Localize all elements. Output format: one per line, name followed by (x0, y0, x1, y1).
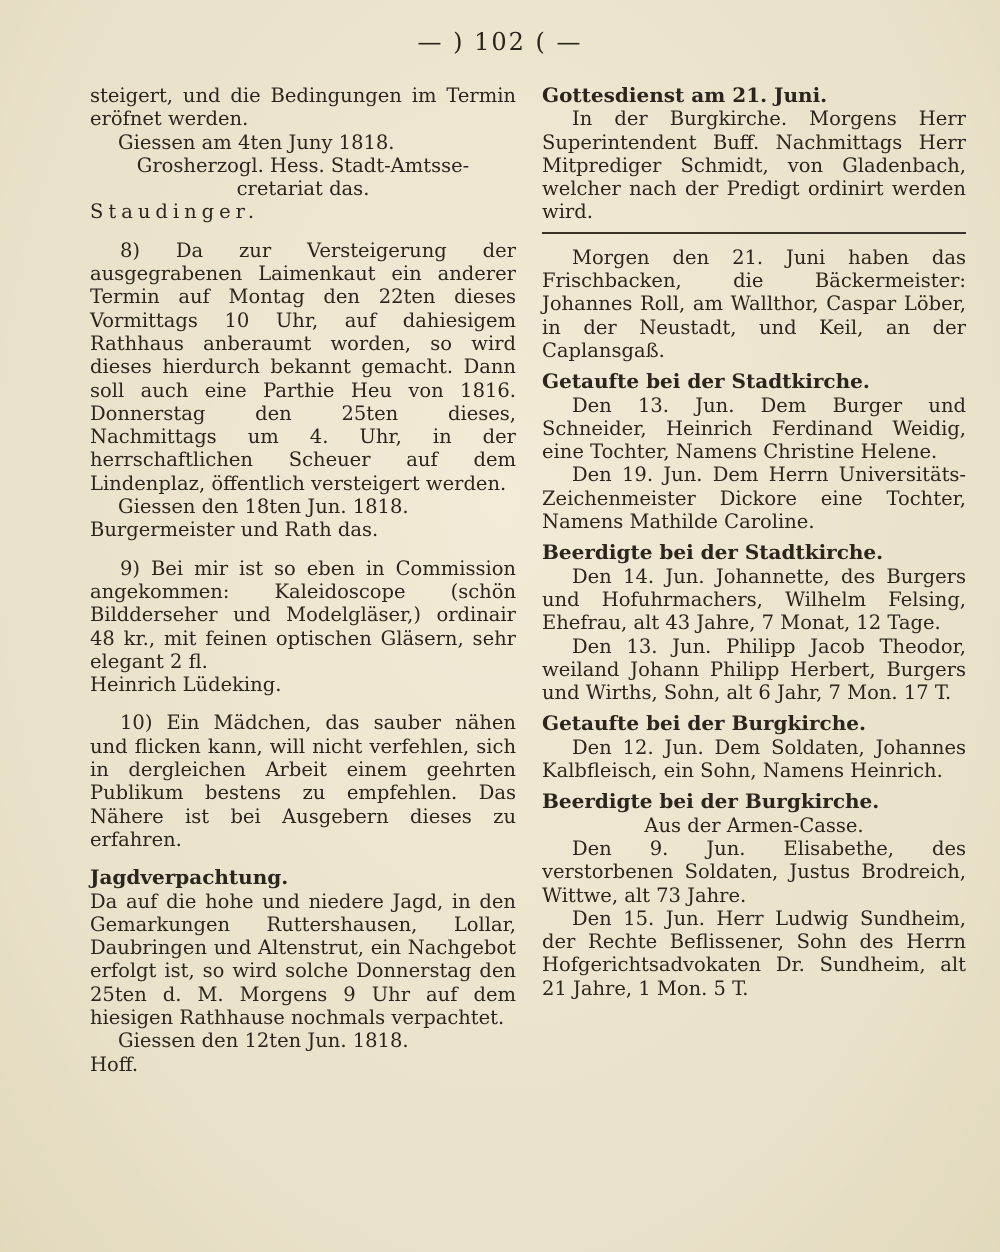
left-column (90, 84, 516, 1076)
burial-entry: Den 13. Jun. Philipp Jacob Theodor, weiland Johann Philipp Herbert, Burgers und Wirths, Sohn, alt 6 Jahr, 7 Mon. 17 T. (542, 634, 966, 705)
baptism-entry: Den 13. Jun. Dem Burger und Schneider, Heinrich Ferdinand Weidig, eine Tochter, Namens Christine Helene. (542, 393, 966, 464)
burials-castle-church-heading: Beerdigte bei der Burgkirche. (542, 789, 880, 814)
notice-10-text: 10) Ein Mädchen, das sauber nähen und flicken kann, will nicht verfehlen, sich in dergleichen Arbeit einem geehrten Publikum bestens zu empfehlen. Das Nähere ist bei Ausgebern dieses zu erfahren. (90, 711, 516, 851)
intro-date: Giessen am 4ten Juny 1818. (118, 130, 395, 154)
notice-9-text: 9) Bei mir ist so eben in Commission angekommen: Kaleidoscope (schön Bildderseher und Modelgläser,) ordinair 48 kr., mit feinen optischen Gläsern, sehr elegant 2 fl. (90, 556, 516, 673)
burial-entry: Den 9. Jun. Elisabethe, des verstorbenen Soldaten, Justus Brodreich, Wittwe, alt 73 Jahre. (542, 836, 966, 907)
baptism-entry: Den 19. Jun. Dem Herrn Universitäts-Zeichenmeister Dickore eine Tochter, Namens Mathilde Caroline. (542, 463, 966, 534)
intro-signature-name: Staudinger. (90, 200, 260, 224)
baptisms-castle-church-heading: Getaufte bei der Burgkirche. (542, 711, 866, 736)
hunting-lease-text: Da auf die hohe und niedere Jagd, in den Gemarkungen Ruttershausen, Lollar, Daubringen und Altenstrut, ein Nachgebot erfolgt ist, so wird solche Donnerstag den 25ten d. M. Morgens 9 Uhr auf dem hiesigen Rathhause nochmals verpachtet. (90, 889, 516, 1029)
intro-paragraph: steigert, und die Bedingungen im Termin eröfnet werden. (90, 84, 516, 131)
page-number-header: — ) 102 ( — (417, 28, 583, 56)
church-service-text: In der Burgkirche. Morgens Herr Superintendent Buff. Nachmittags Herr Mitprediger Schmidt, von Gladenbach, welcher nach der Predigt ordinirt werden wird. (542, 107, 966, 224)
burial-entry: Den 15. Jun. Herr Ludwig Sundheim, der Rechte Beflissener, Sohn des Herrn Hofgerichtsadvokaten Dr. Sundheim, alt 21 Jahre, 1 Mon. 5 T. (542, 906, 966, 1000)
notice-8-date: Giessen den 18ten Jun. 1818. (118, 495, 409, 519)
intro-signature-line-2: cretariat das. (236, 177, 370, 201)
burials-city-church-heading: Beerdigte bei der Stadtkirche. (542, 540, 884, 565)
right-column (542, 84, 966, 1000)
church-service-heading: Gottesdienst am 21. Juni. (542, 83, 828, 107)
hunting-lease-signature: Hoff. (90, 1052, 139, 1076)
burials-castle-church-subheading: Aus der Armen-Casse. (644, 813, 864, 837)
hunting-lease-date: Giessen den 12ten Jun. 1818. (118, 1029, 409, 1053)
section-divider (542, 232, 966, 234)
intro-signature-line-1: Grosherzogl. Hess. Stadt-Amtsse- (136, 153, 470, 177)
notice-8-text: 8) Da zur Versteigerung der ausgegrabenen Laimenkaut ein anderer Termin auf Montag den 22ten dieses Vormittags 10 Uhr, auf dahiesigem Rathhaus anberaumt worden, so wird dieses hierdurch bekannt gemacht. Dann soll auch eine Parthie Heu von 1816. Donnerstag den 25ten dieses, Nachmittags um 4. Uhr, in der herrschaftlichen Scheuer auf dem Lindenplaz, öffentlich versteigert werden. (90, 238, 516, 495)
baptism-entry: Den 12. Jun. Dem Soldaten, Johannes Kalbfleisch, ein Sohn, Namens Heinrich. (542, 735, 966, 783)
hunting-lease-heading: Jagdverpachtung. (90, 865, 289, 890)
notice-8-signature: Burgermeister und Rath das. (90, 518, 379, 542)
bakery-notice: Morgen den 21. Juni haben das Frischbacken, die Bäckermeister: Johannes Roll, am Wallthor, Caspar Löber, in der Neustadt, und Keil, an der Caplansgaß. (542, 245, 966, 362)
baptisms-city-church-heading: Getaufte bei der Stadtkirche. (542, 369, 870, 394)
burial-entry: Den 14. Jun. Johannette, des Burgers und Hofuhrmachers, Wilhelm Felsing, Ehefrau, alt 43 Jahre, 7 Monat, 12 Tage. (542, 564, 966, 635)
notice-9-signature: Heinrich Lüdeking. (90, 673, 282, 697)
